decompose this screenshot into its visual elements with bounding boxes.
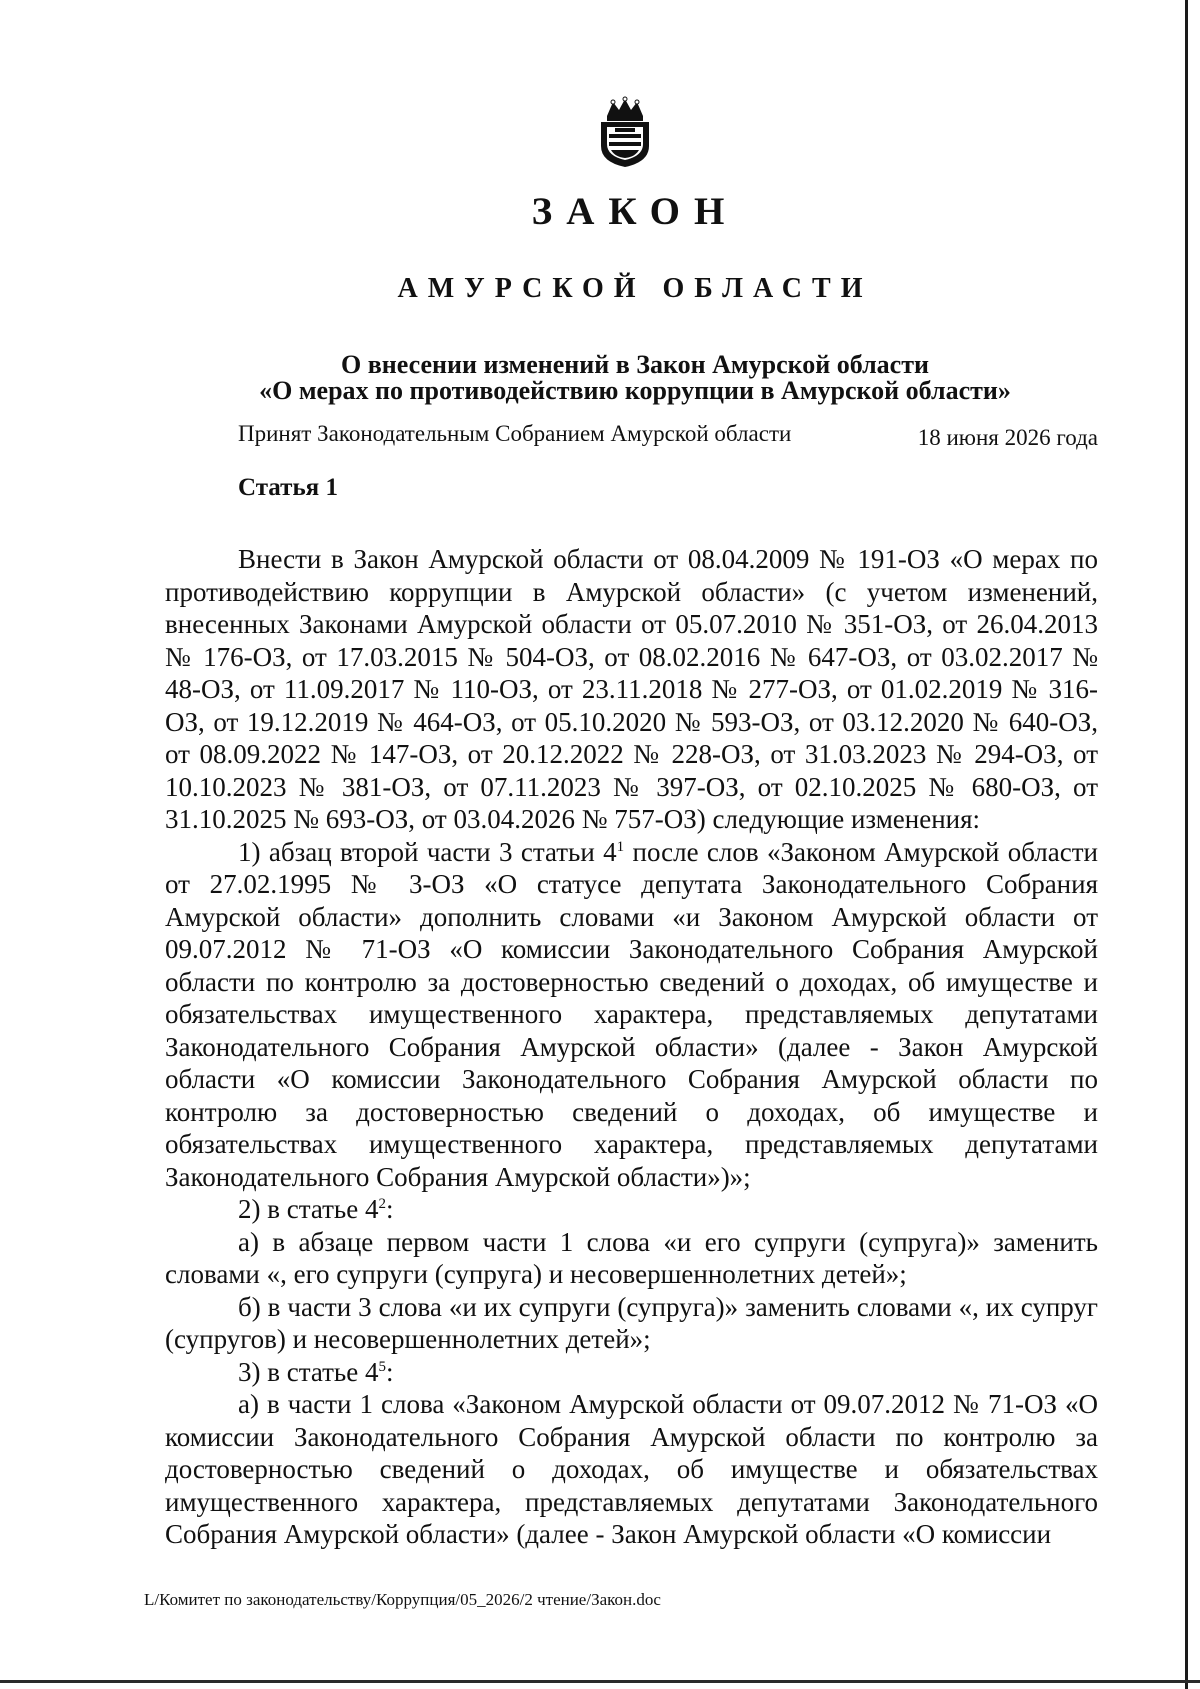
item-2-start: 2) в статье 4: [238, 1194, 379, 1224]
item-1-superscript: 1: [616, 838, 625, 855]
adopted-by: Принят Законодательным Собранием Амурской области: [238, 421, 792, 446]
item-3-start: 3) в статье 4: [238, 1356, 379, 1387]
item-1-start: 1) абзац второй части 3 статьи 4: [238, 836, 617, 867]
item-2-superscript: 2: [378, 1196, 386, 1212]
document-subtitle: АМУРСКОЙ ОБЛАСТИ: [397, 273, 873, 304]
adoption-line: [238, 419, 1098, 449]
item-2-end: :: [385, 1194, 394, 1224]
item-2a: а) в абзаце первом части 1 слова «и его супруги (супруга)» заменить словами «, его супруги (супруга) и несовершеннолетних детей»;: [165, 1226, 1098, 1289]
article-intro: Внести в Закон Амурской области от 08.04.2009 № 191-ОЗ «О мерах по противодействию коррупции в Амурской области» (с учетом изменений, внесенных Законами Амурской области от 05.07.2010 № 351-ОЗ, от 26.04.2013 № 176-ОЗ, от 17.03.2015 № 504-ОЗ, от 08.02.2016 № 647-ОЗ, от 03.02.2017 № 48-ОЗ, от 11.09.2017 № 110-ОЗ, от 23.11.2018 № 277-ОЗ, от 01.02.2019 № 316-ОЗ, от 19.12.2019 № 464-ОЗ, от 05.10.2020 № 593-ОЗ, от 03.12.2020 № 640-ОЗ, от 08.09.2022 № 147-ОЗ, от 20.12.2022 № 228-ОЗ, от 31.03.2023 № 294-ОЗ, от 10.10.2023 № 381-ОЗ, от 07.11.2023 № 397-ОЗ, от 02.10.2025 № 680-ОЗ, от 31.10.2025 № 693-ОЗ, от 03.04.2026 № 757-ОЗ) следующие изменения:: [165, 544, 1098, 834]
item-1: [165, 836, 1098, 1194]
scan-edge-bottom: [0, 1680, 1200, 1683]
document-title: ЗАКОН: [531, 190, 739, 233]
item-3-end: :: [385, 1356, 394, 1387]
item-3a: а) в части 1 слова «Законом Амурской области от 09.07.2012 № 71-ОЗ «О комиссии Законодательного Собрания Амурской области по контролю за достоверностью сведений о доходах, об имуществе и обязательствах имущественного характера, представляемых депутатами Законодательного Собрания Амурской области» (далее - Закон Амурской области «О комиссии: [165, 1389, 1098, 1549]
item-3-superscript: 5: [378, 1358, 386, 1375]
adopted-date: 18 июня 2026 года: [917, 425, 1098, 450]
scan-edge-right: [1185, 0, 1188, 1689]
law-name: [160, 352, 1110, 404]
law-name-line-1: О внесении изменений в Закон Амурской области: [341, 350, 929, 379]
article-body: [165, 543, 1098, 1551]
file-path-footer: L/Комитет по законодательству/Коррупция/05_2026/2 чтение/Закон.doc: [144, 1590, 661, 1609]
item-3: [165, 1356, 1098, 1389]
item-2b: б) в части 3 слова «и их супруги (супруга)» заменить словами «, их супруг (супругов) и несовершеннолетних детей»;: [165, 1291, 1098, 1354]
article-heading: Статья 1: [238, 474, 338, 501]
item-2: [165, 1193, 1098, 1226]
law-name-line-2: «О мерах по противодействию коррупции в Амурской области»: [259, 376, 1011, 405]
coat-of-arms-icon: [597, 94, 653, 168]
item-1-text: после слов «Законом Амурской области от 27.02.1995 № 3-ОЗ «О статусе депутата Законодательного Собрания Амурской области» дополнить словами «и Законом Амурской области от 09.07.2012 № 71-ОЗ «О комиссии Законодательного Собрания Амурской области по контролю за достоверностью сведений о доходах, об имуществе и обязательствах имущественного характера, представляемых депутатами Законодательного Собрания Амурской области» (далее - Закон Амурской области «О комиссии Законодательного Собрания Амурской области по контролю за достоверностью сведений о доходах, об имуществе и обязательствах имущественного характера, представляемых депутатами Законодательного Собрания Амурской области»)»;: [165, 836, 1098, 1192]
